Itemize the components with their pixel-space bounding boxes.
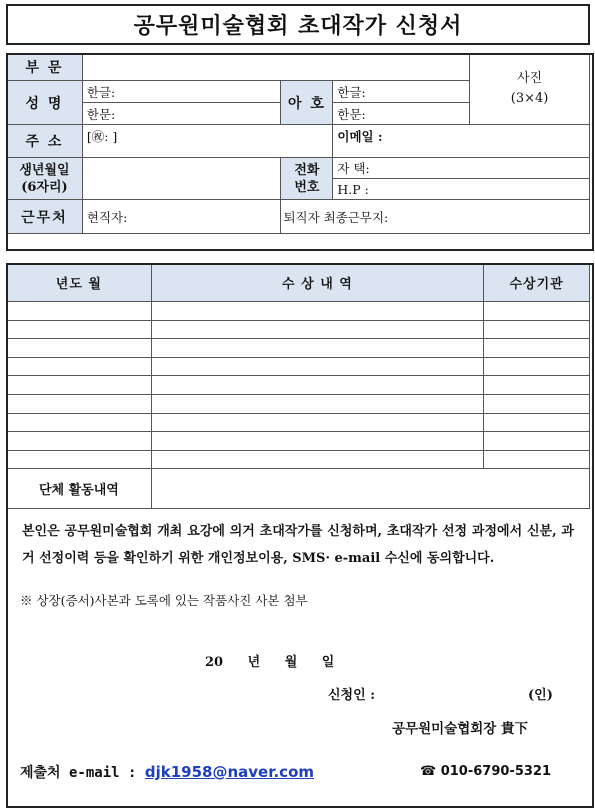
address-label: 주 소: [7, 125, 83, 158]
award-org-cell[interactable]: [484, 413, 590, 432]
seal-mark: (인): [528, 688, 553, 703]
award-year-cell[interactable]: [7, 432, 152, 451]
contact-phone: ☎ 010-6790-5321: [420, 764, 552, 779]
award-year-cell[interactable]: [7, 320, 152, 339]
award-row: [7, 432, 590, 451]
award-year-cell[interactable]: [7, 357, 152, 376]
award-details-cell[interactable]: [151, 320, 483, 339]
award-details-cell[interactable]: [151, 339, 483, 358]
applicant-info-table: [6, 53, 590, 234]
award-org-cell[interactable]: [484, 302, 590, 321]
attachment-note: ※ 상장(증서)사본과 도록에 있는 작품사진 사본 첨부: [20, 593, 308, 608]
award-org-cell[interactable]: [484, 376, 590, 395]
award-row: [7, 302, 590, 321]
date-line[interactable]: 20 년 월 일: [205, 655, 335, 670]
award-details-cell[interactable]: [151, 432, 483, 451]
award-row: [7, 394, 590, 413]
award-year-cell[interactable]: [7, 394, 152, 413]
header-year-month: 년도 월: [7, 264, 152, 302]
name-label: 성 명: [7, 81, 83, 125]
phone-label-1: 전화: [294, 162, 320, 178]
award-rows: [7, 302, 590, 469]
address-field[interactable]: [㊗: ]: [82, 125, 333, 158]
award-row: [7, 376, 590, 395]
mobile-field[interactable]: H.P :: [333, 179, 590, 200]
applicant-label: 신청인 :: [328, 688, 375, 703]
award-org-cell[interactable]: [484, 357, 590, 376]
photo-size: (3×4): [510, 91, 549, 106]
award-org-cell[interactable]: [484, 339, 590, 358]
submit-label: 제출처 e-mail :: [20, 765, 145, 781]
awards-table: [6, 263, 590, 509]
award-org-cell[interactable]: [484, 394, 590, 413]
pen-name-label: 아 호: [281, 81, 333, 125]
division-label: 부 문: [7, 54, 83, 81]
phone-label: [281, 158, 333, 200]
award-details-cell[interactable]: [151, 413, 483, 432]
birth-label: [7, 158, 83, 200]
award-row: [7, 339, 590, 358]
award-row: [7, 320, 590, 339]
consent-text: 본인은 공무원미술협회 개최 요강에 의거 초대작가를 신청하며, 초대작가 선정 과정에서 신분, 과거 선정이력 등을 확인하기 위한 개인정보이용, SMS· e-mail 수신에 동의합니다.: [22, 524, 574, 566]
current-worker-field[interactable]: 현직자:: [82, 200, 281, 234]
award-row: [7, 413, 590, 432]
award-org-cell[interactable]: [484, 320, 590, 339]
retired-worker-field[interactable]: 퇴직자 최종근무지:: [281, 200, 590, 234]
award-year-cell[interactable]: [7, 376, 152, 395]
pen-name-hanja-field[interactable]: 한문:: [333, 103, 470, 125]
header-award-org: 수상기관: [484, 264, 590, 302]
photo-label: 사진: [516, 71, 543, 86]
page-title: 공무원미술협회 초대작가 신청서: [6, 4, 590, 45]
name-hanja-field[interactable]: 한문:: [82, 103, 281, 125]
award-row: [7, 357, 590, 376]
award-details-cell[interactable]: [151, 357, 483, 376]
award-year-cell[interactable]: [7, 413, 152, 432]
home-phone-field[interactable]: 자 택:: [333, 158, 590, 179]
award-org-cell[interactable]: [484, 450, 590, 469]
award-row: [7, 450, 590, 469]
group-activity-label: 단체 활동내역: [7, 469, 152, 509]
photo-box[interactable]: [470, 54, 590, 125]
award-year-cell[interactable]: [7, 450, 152, 469]
award-details-cell[interactable]: [151, 394, 483, 413]
division-field[interactable]: [82, 54, 469, 81]
submit-email-link[interactable]: djk1958@naver.com: [144, 763, 314, 781]
award-org-cell[interactable]: [484, 432, 590, 451]
birth-field[interactable]: [82, 158, 281, 200]
group-activity-field[interactable]: [151, 469, 589, 509]
birth-label-2: (6자리): [21, 179, 68, 195]
award-year-cell[interactable]: [7, 302, 152, 321]
award-details-cell[interactable]: [151, 450, 483, 469]
award-details-cell[interactable]: [151, 376, 483, 395]
phone-label-2: 번호: [294, 179, 320, 195]
submit-line: [20, 762, 314, 782]
birth-label-1: 생년월일: [19, 162, 70, 178]
addressee: 공무원미술협회장 貴下: [392, 721, 529, 737]
award-year-cell[interactable]: [7, 339, 152, 358]
email-field[interactable]: 이메일 :: [333, 125, 590, 158]
name-hangul-field[interactable]: 한글:: [82, 81, 281, 103]
work-label: 근무처: [7, 200, 83, 234]
header-award-details: 수 상 내 역: [151, 264, 483, 302]
pen-name-hangul-field[interactable]: 한글:: [333, 81, 470, 103]
award-details-cell[interactable]: [151, 302, 483, 321]
